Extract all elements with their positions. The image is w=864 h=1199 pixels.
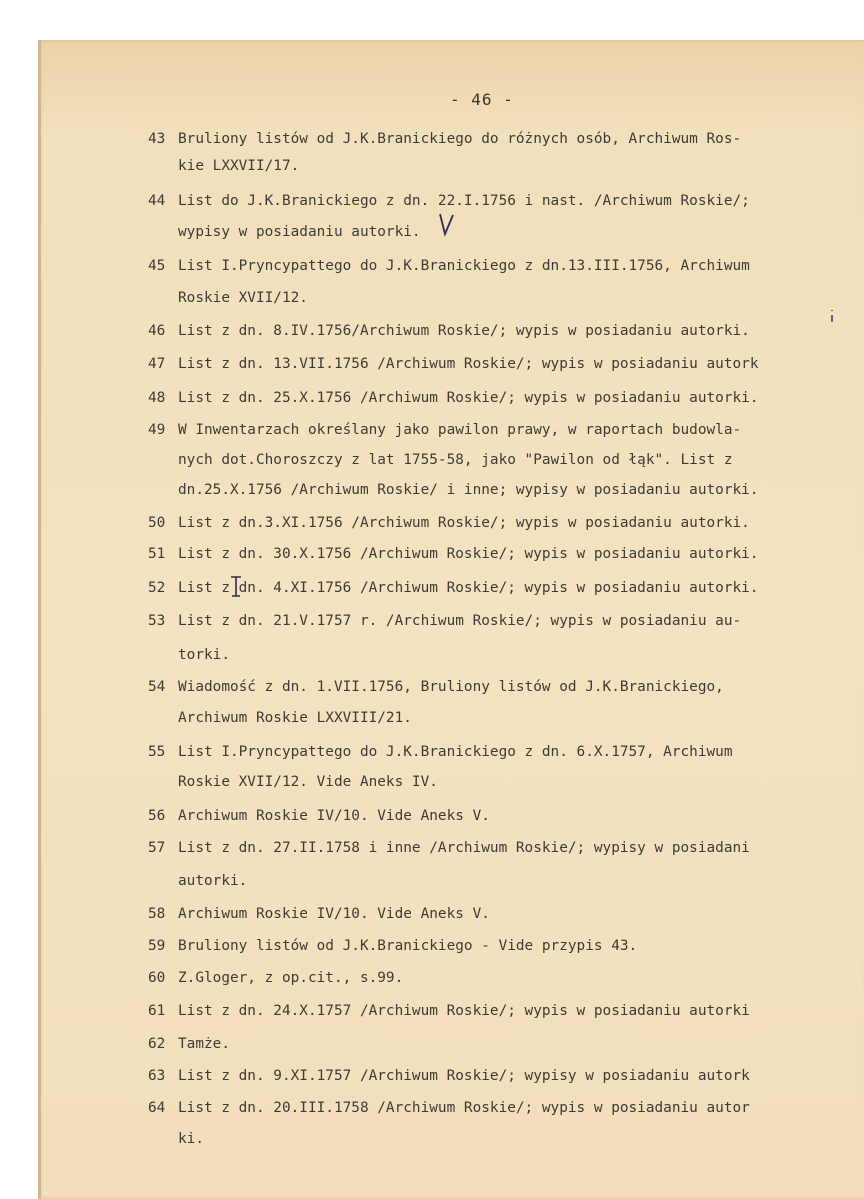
note-line: nych dot.Choroszczy z lat 1755-58, jako "Pawilon od łąk". List z: [178, 452, 733, 468]
note-line: kie LXXVII/17.: [178, 158, 300, 174]
note-line: Archiwum Roskie IV/10. Vide Aneks V.: [178, 808, 490, 824]
note-number: 59: [148, 938, 166, 954]
paper-left-edge: [38, 40, 41, 1199]
note-number: 50: [148, 515, 166, 531]
note-line: List z dn. 13.VII.1756 /Archiwum Roskie/; wypis w posiadaniu autork: [178, 356, 759, 372]
handwritten-check-mark: [438, 212, 456, 238]
note-line: autorki.: [178, 873, 248, 889]
note-number: 64: [148, 1100, 166, 1116]
note-number: 63: [148, 1068, 166, 1084]
page-number: - 46 -: [450, 90, 514, 109]
note-line: List z dn.3.XI.1756 /Archiwum Roskie/; wypis w posiadaniu autorki.: [178, 515, 750, 531]
note-line: wypisy w posiadaniu autorki.: [178, 224, 421, 240]
note-number: 61: [148, 1003, 166, 1019]
note-number: 57: [148, 840, 166, 856]
note-number: 49: [148, 422, 166, 438]
note-line: List I.Pryncypattego do J.K.Branickiego z dn.13.III.1756, Archiwum: [178, 258, 750, 274]
note-line: List z dn. 24.X.1757 /Archiwum Roskie/; wypis w posiadaniu autorki: [178, 1003, 750, 1019]
note-line: List z dn. 30.X.1756 /Archiwum Roskie/; wypis w posiadaniu autorki.: [178, 546, 759, 562]
note-number: 54: [148, 679, 166, 695]
note-line: List z dn. 8.IV.1756/Archiwum Roskie/; wypis w posiadaniu autorki.: [178, 323, 750, 339]
note-line: List I.Pryncypattego do J.K.Branickiego z dn. 6.X.1757, Archiwum: [178, 744, 733, 760]
note-number: 53: [148, 613, 166, 629]
note-line: List do J.K.Branickiego z dn. 22.I.1756 i nast. /Archiwum Roskie/;: [178, 193, 750, 209]
handwritten-margin-mark: [828, 308, 836, 324]
note-number: 56: [148, 808, 166, 824]
note-line: List z dn. 20.III.1758 /Archiwum Roskie/; wypis w posiadaniu autor: [178, 1100, 750, 1116]
note-line: List z dn. 21.V.1757 r. /Archiwum Roskie/; wypis w posiadaniu au-: [178, 613, 742, 629]
note-line: Archiwum Roskie IV/10. Vide Aneks V.: [178, 906, 490, 922]
note-number: 48: [148, 390, 166, 406]
note-line: List z dn. 25.X.1756 /Archiwum Roskie/; wypis w posiadaniu autorki.: [178, 390, 759, 406]
note-number: 58: [148, 906, 166, 922]
note-line: Bruliony listów od J.K.Branickiego - Vide przypis 43.: [178, 938, 638, 954]
note-number: 52: [148, 580, 166, 596]
note-line: dn.25.X.1756 /Archiwum Roskie/ i inne; wypisy w posiadaniu autorki.: [178, 482, 759, 498]
note-number: 46: [148, 323, 166, 339]
handwritten-correction-mark: [228, 574, 244, 600]
note-number: 51: [148, 546, 166, 562]
note-line: Wiadomość z dn. 1.VII.1756, Bruliony listów od J.K.Branickiego,: [178, 679, 724, 695]
note-number: 45: [148, 258, 166, 274]
note-number: 43: [148, 131, 166, 147]
note-number: 47: [148, 356, 166, 372]
note-number: 60: [148, 970, 166, 986]
note-line: torki.: [178, 647, 230, 663]
note-number: 44: [148, 193, 166, 209]
note-line: W Inwentarzach określany jako pawilon prawy, w raportach budowla-: [178, 422, 742, 438]
note-line: List z dn. 9.XI.1757 /Archiwum Roskie/; wypisy w posiadaniu autork: [178, 1068, 750, 1084]
note-line: Z.Gloger, z op.cit., s.99.: [178, 970, 404, 986]
note-line: Roskie XVII/12.: [178, 290, 308, 306]
note-line: Roskie XVII/12. Vide Aneks IV.: [178, 774, 438, 790]
note-line: Tamże.: [178, 1036, 230, 1052]
note-line: ki.: [178, 1131, 204, 1147]
note-number: 55: [148, 744, 166, 760]
note-number: 62: [148, 1036, 166, 1052]
note-line: List z dn. 4.XI.1756 /Archiwum Roskie/; wypis w posiadaniu autorki.: [178, 580, 759, 596]
note-line: Bruliony listów od J.K.Branickiego do różnych osób, Archiwum Ros-: [178, 131, 742, 147]
note-line: Archiwum Roskie LXXVIII/21.: [178, 710, 412, 726]
note-line: List z dn. 27.II.1758 i inne /Archiwum Roskie/; wypisy w posiadani: [178, 840, 750, 856]
